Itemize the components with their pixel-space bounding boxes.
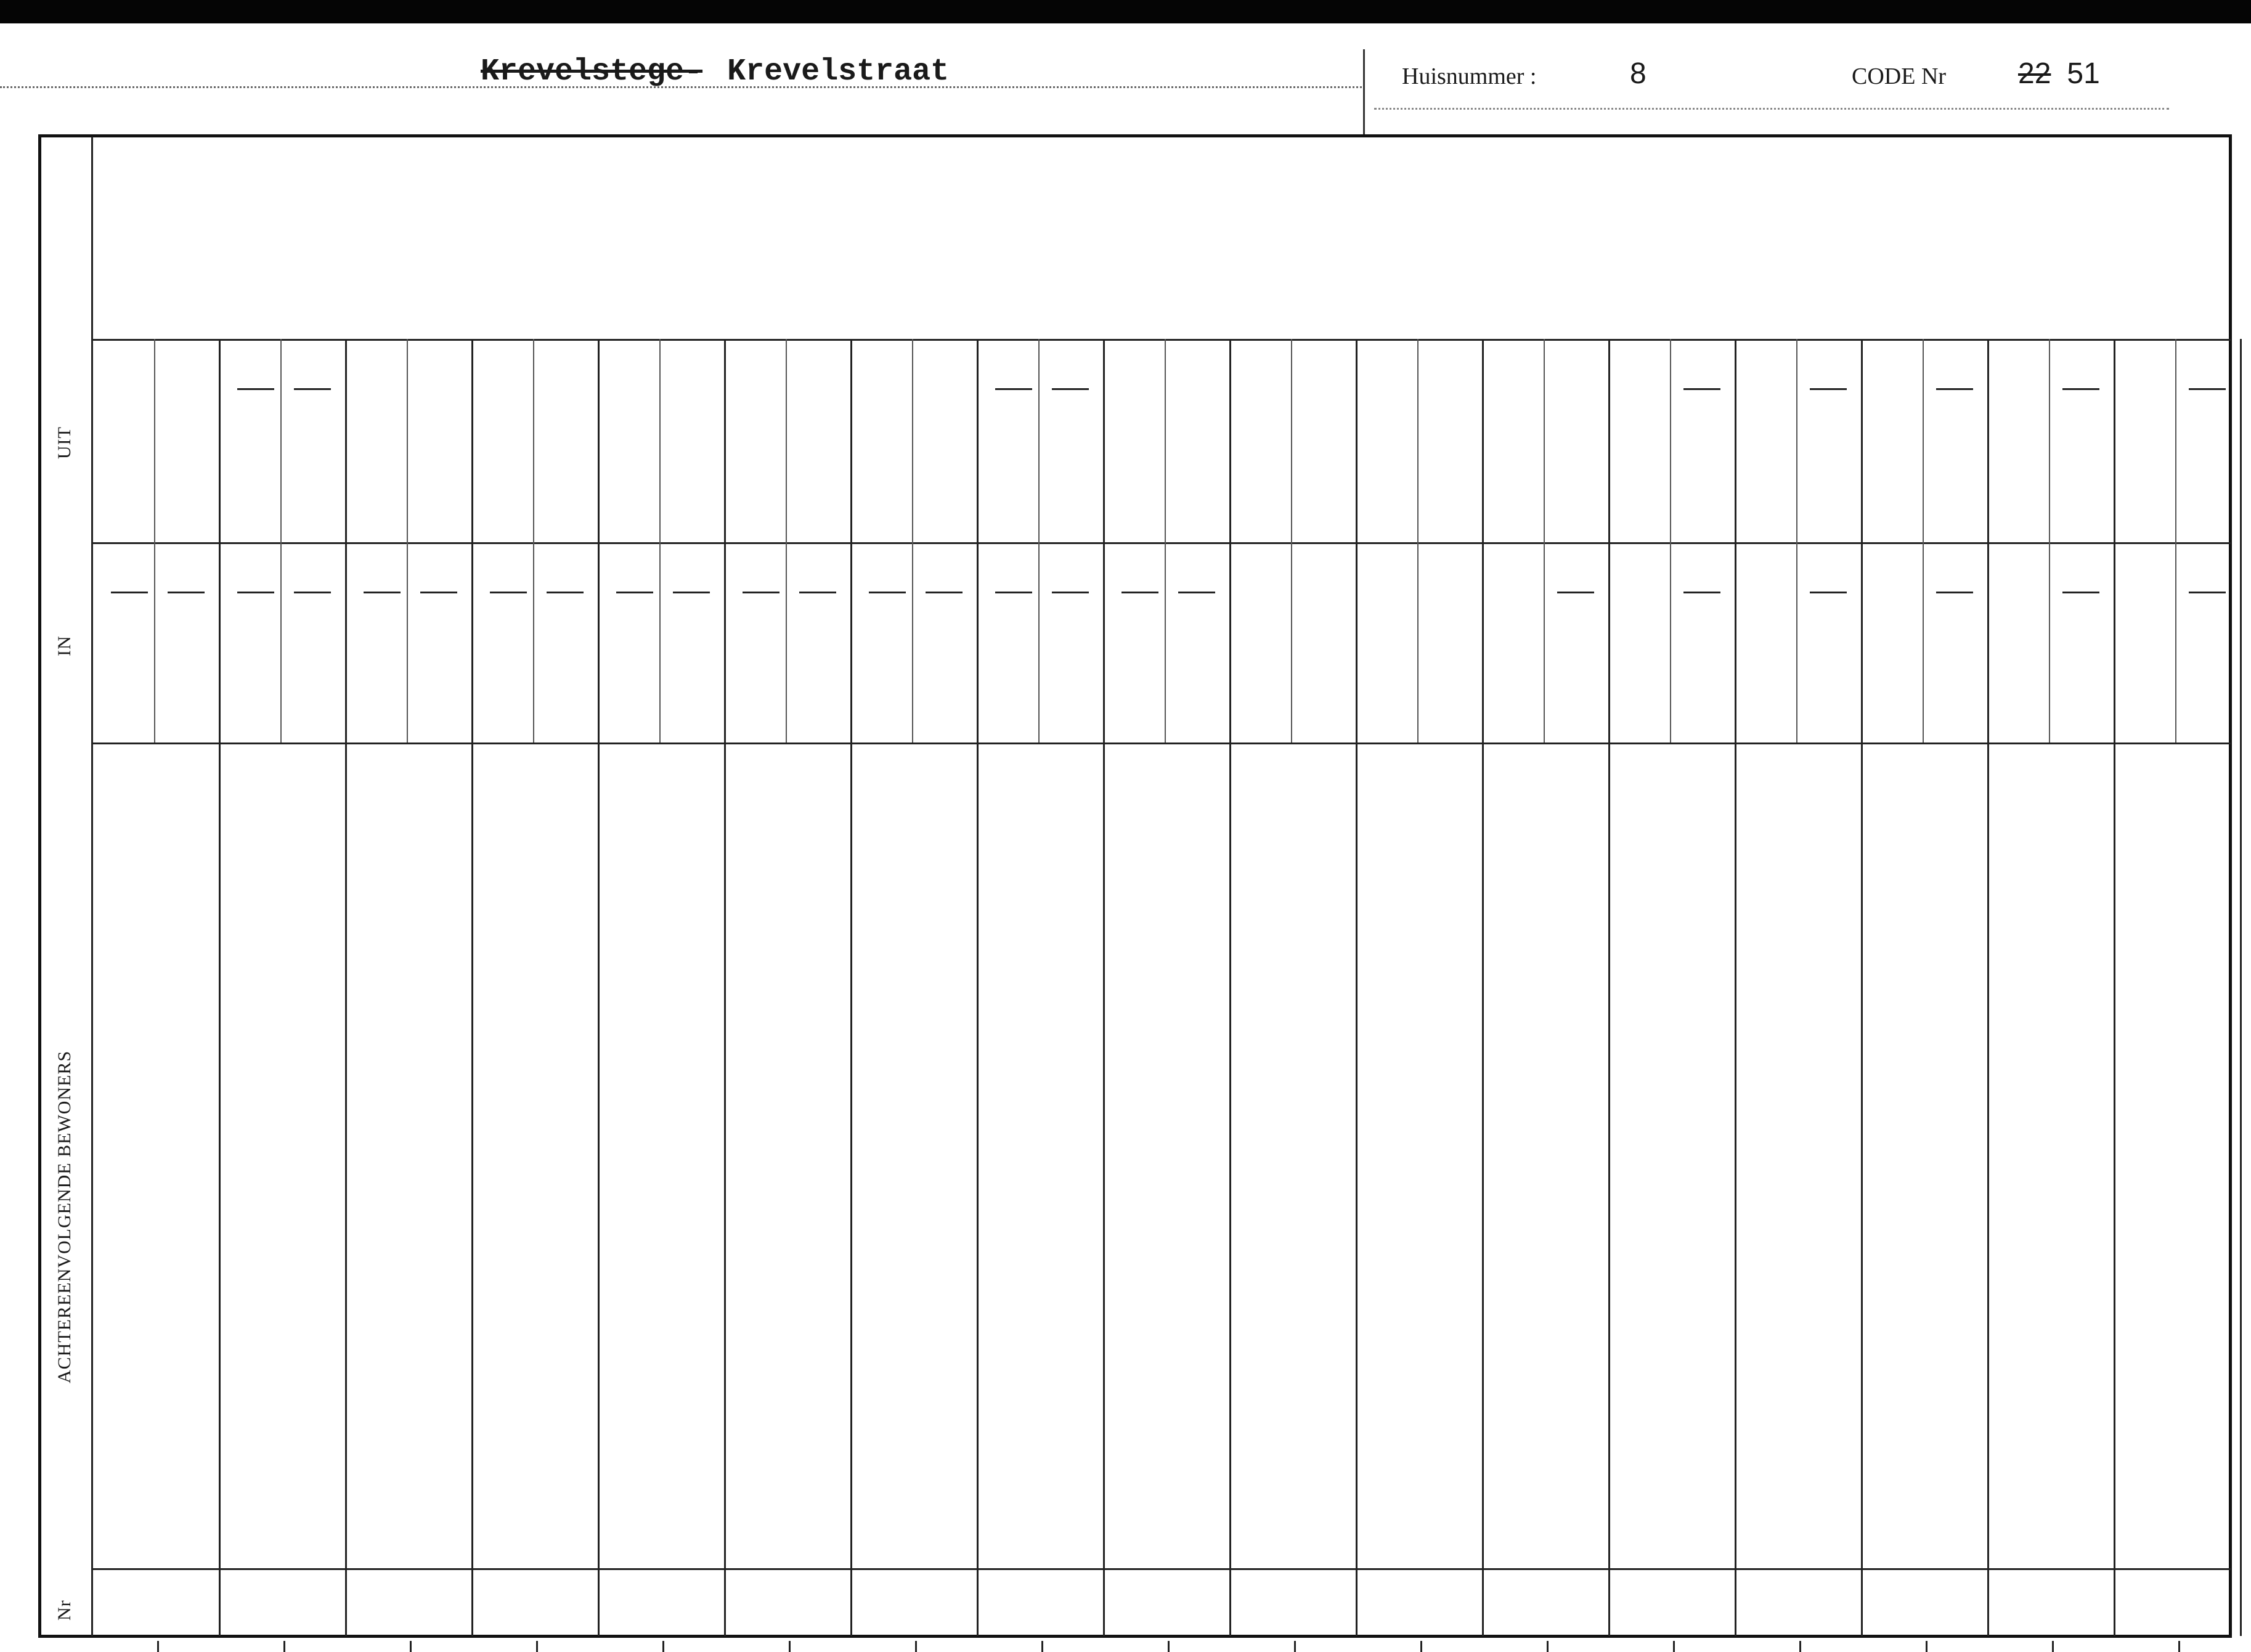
cell-subdivider	[2049, 339, 2050, 743]
in-place-empty-dash	[743, 592, 780, 593]
col-divider	[1229, 339, 1231, 1636]
cell-subdivider	[2175, 339, 2176, 743]
cell-subdivider	[533, 339, 534, 743]
col-header-in: IN	[54, 635, 75, 656]
street-name	[481, 54, 949, 89]
col-divider	[598, 339, 600, 1636]
col-divider-first	[91, 137, 93, 1636]
bottom-tick	[1420, 1641, 1422, 1652]
huisnummer-value: 8	[1630, 57, 1647, 90]
cell-subdivider	[1038, 339, 1040, 743]
huisnummer-label: Huisnummer :	[1402, 63, 1537, 89]
col-divider	[1608, 339, 1610, 1636]
bottom-tick	[1799, 1641, 1801, 1652]
bottom-tick	[1294, 1641, 1296, 1652]
col-divider	[219, 339, 221, 1636]
col-divider	[471, 339, 473, 1636]
cell-subdivider	[154, 339, 155, 743]
empty-dash	[2062, 592, 2099, 593]
cell-subdivider	[1165, 339, 1166, 743]
uit-date-empty-dash	[294, 388, 331, 390]
cell-subdivider	[1291, 339, 1292, 743]
header-divider	[1363, 49, 1365, 136]
cell-subdivider	[659, 339, 661, 743]
header-underline-right	[1374, 108, 2169, 110]
bottom-tick	[915, 1641, 917, 1652]
street-name-new: Krevelstraat	[727, 54, 950, 89]
row-divider	[92, 542, 2231, 544]
empty-dash	[1683, 388, 1720, 390]
bottom-tick	[789, 1641, 791, 1652]
bottom-tick	[2052, 1641, 2054, 1652]
in-date-empty-dash	[547, 592, 584, 593]
cell-subdivider	[912, 339, 913, 743]
code-value	[2018, 57, 2100, 91]
empty-dash	[1683, 592, 1720, 593]
col-divider	[1356, 339, 1358, 1636]
empty-dash	[2189, 388, 2226, 390]
col-divider	[1861, 339, 1863, 1636]
cell-subdivider	[1417, 339, 1419, 743]
empty-dash	[1936, 388, 1973, 390]
uit-date-empty-dash	[1052, 388, 1089, 390]
in-date-empty-dash	[926, 592, 963, 593]
code-value-old: 22	[2018, 57, 2051, 90]
bottom-tick	[2178, 1641, 2180, 1652]
col-divider	[1482, 339, 1484, 1636]
col-header-uit: UIT	[54, 426, 75, 459]
bottom-tick	[1168, 1641, 1170, 1652]
register-table	[38, 134, 2232, 1638]
in-place-empty-dash	[995, 592, 1032, 593]
row-divider	[92, 743, 2231, 744]
empty-dash	[1936, 592, 1973, 593]
bottom-tick	[1673, 1641, 1675, 1652]
bottom-tick	[662, 1641, 664, 1652]
cell-subdivider	[1796, 339, 1797, 743]
col-divider	[1103, 339, 1105, 1636]
in-date-empty-dash	[799, 592, 836, 593]
col-divider	[724, 339, 726, 1636]
col-divider	[2114, 339, 2115, 1636]
in-place-empty-dash	[364, 592, 401, 593]
in-place-empty-dash	[869, 592, 906, 593]
in-place-empty-dash	[490, 592, 527, 593]
in-date-empty-dash	[420, 592, 457, 593]
uit-place-empty-dash	[995, 388, 1032, 390]
cell-subdivider	[280, 339, 282, 743]
cell-subdivider	[786, 339, 787, 743]
bottom-tick	[1926, 1641, 1927, 1652]
row-divider	[92, 1568, 2231, 1570]
street-name-old: Krevelstege-	[481, 54, 703, 89]
col-divider	[850, 339, 852, 1636]
bottom-tick	[1041, 1641, 1043, 1652]
col-divider	[977, 339, 979, 1636]
in-place-empty-dash	[616, 592, 653, 593]
code-label: CODE Nr	[1852, 63, 1947, 89]
col-divider	[345, 339, 347, 1636]
in-date-empty-dash	[1052, 592, 1089, 593]
empty-dash	[2189, 592, 2226, 593]
cell-subdivider	[407, 339, 408, 743]
in-date-empty-dash	[168, 592, 205, 593]
bottom-tick	[283, 1641, 285, 1652]
empty-dash	[1810, 592, 1847, 593]
empty-dash	[2062, 388, 2099, 390]
bottom-tick	[536, 1641, 538, 1652]
col-divider	[2240, 339, 2242, 1636]
in-date-empty-dash	[673, 592, 710, 593]
cell-subdivider	[1923, 339, 1924, 743]
in-place-empty-dash	[111, 592, 148, 593]
uit-place-empty-dash	[237, 388, 274, 390]
header-underline	[0, 86, 1362, 88]
col-header-bewoners: ACHTEREENVOLGENDE BEWONERS	[54, 1050, 75, 1383]
cell-subdivider	[1670, 339, 1671, 743]
col-divider	[1987, 339, 1989, 1636]
bottom-tick	[1547, 1641, 1549, 1652]
in-date-empty-dash	[1557, 592, 1594, 593]
bottom-tick	[157, 1641, 159, 1652]
code-value-new: 51	[2067, 57, 2100, 90]
in-date-empty-dash	[1178, 592, 1215, 593]
col-divider	[1735, 339, 1736, 1636]
empty-dash	[1810, 388, 1847, 390]
in-place-empty-dash	[1121, 592, 1158, 593]
top-scan-border	[0, 0, 2251, 23]
in-date-empty-dash	[294, 592, 331, 593]
bottom-tick	[410, 1641, 412, 1652]
in-place-empty-dash	[237, 592, 274, 593]
row-divider	[92, 339, 2231, 341]
cell-subdivider	[1544, 339, 1545, 743]
col-header-nr: Nr	[54, 1600, 75, 1621]
